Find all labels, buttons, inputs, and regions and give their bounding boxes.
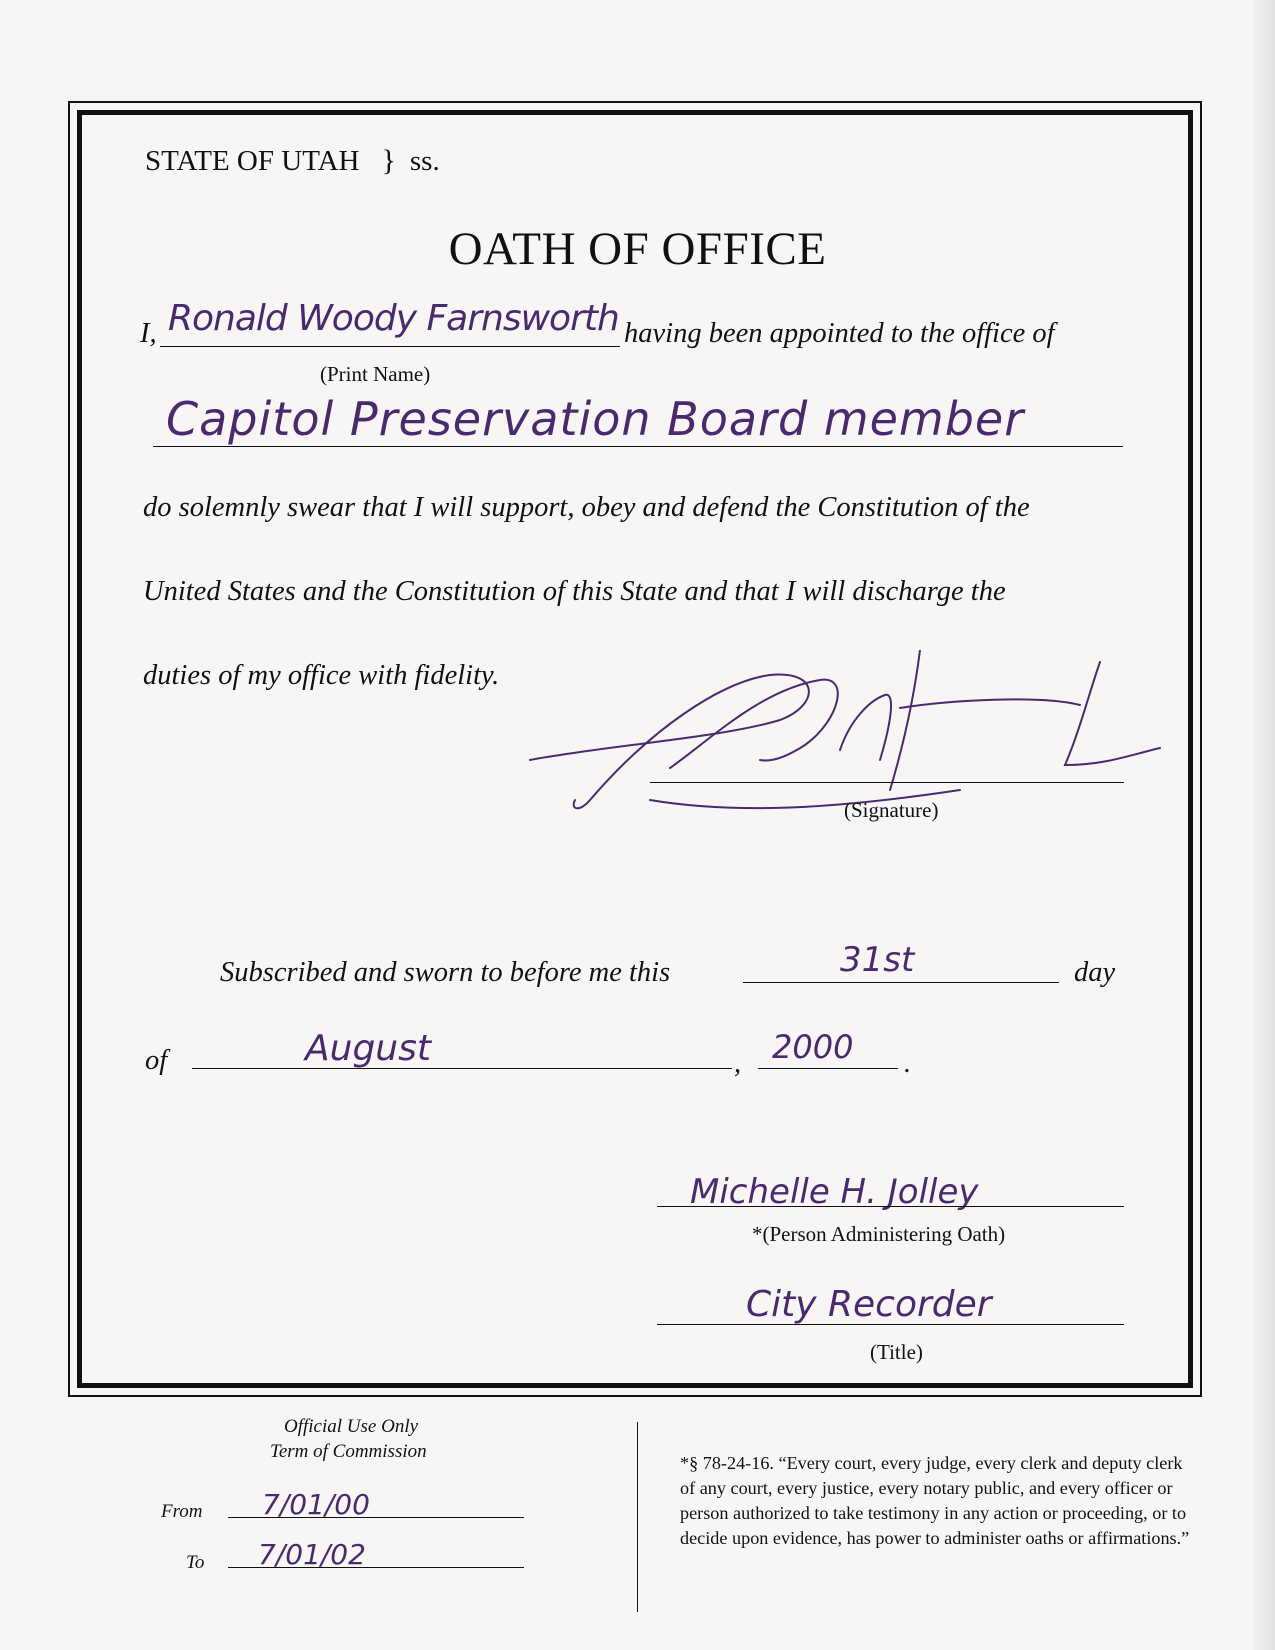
oath-text-line-1: do solemnly swear that I will support, obey and defend the Constitution of the (143, 492, 1030, 523)
office-handwritten: Capitol Preservation Board member (166, 392, 1025, 446)
from-handwritten: 7/01/00 (262, 1488, 370, 1521)
venue-ss: ss. (409, 145, 440, 177)
oath-text-line-2: United States and the Constitution of this State and that I will discharge the (143, 576, 1006, 607)
name-handwritten: Ronald Woody Farnsworth (168, 298, 619, 339)
administrator-caption: *(Person Administering Oath) (752, 1222, 1006, 1246)
oath-text-line-3: duties of my office with fidelity. (143, 660, 500, 691)
day-underline (743, 982, 1059, 983)
to-label: To (186, 1552, 205, 1573)
from-label: From (161, 1501, 203, 1522)
print-name-caption: (Print Name) (320, 362, 431, 386)
title-handwritten: City Recorder (746, 1284, 992, 1325)
venue-line (145, 144, 440, 178)
subscription-lead: Subscribed and sworn to before me this (220, 957, 671, 988)
year-handwritten: 2000 (772, 1028, 854, 1066)
to-handwritten: 7/01/02 (258, 1538, 366, 1571)
appointment-lead: I, (140, 318, 157, 349)
day-label: day (1074, 957, 1116, 988)
statute-footnote: *§ 78-24-16. “Every court, every judge, every clerk and deputy clerk of any court, every justice, every notary public, and every officer or person authorized to take testimony in any action or proceeding, or to decide upon evidence, has power to administer oaths or affirmations.” (680, 1453, 1190, 1548)
office-underline (153, 446, 1123, 447)
official-use-heading: Official Use Only (284, 1416, 419, 1437)
term-heading: Term of Commission (270, 1441, 427, 1462)
month-handwritten: August (305, 1028, 431, 1069)
venue-state: STATE OF UTAH (145, 145, 360, 177)
month-underline (192, 1068, 732, 1069)
administrator-signature: Michelle H. Jolley (690, 1172, 979, 1212)
year-underline (758, 1068, 898, 1069)
signature-caption: (Signature) (844, 798, 939, 822)
year-period: . (904, 1048, 912, 1079)
title-caption: (Title) (870, 1340, 923, 1364)
administrator-underline (657, 1206, 1124, 1207)
of-label: of (145, 1045, 168, 1076)
signature-underline (650, 782, 1124, 783)
footer-divider (637, 1422, 638, 1612)
name-underline (160, 346, 620, 347)
venue-brace: } (381, 144, 396, 177)
title-underline (657, 1324, 1124, 1325)
appointment-phrase: having been appointed to the office of (624, 318, 1055, 349)
day-handwritten: 31st (840, 940, 915, 980)
month-comma: , (734, 1048, 742, 1079)
document-title: OATH OF OFFICE (448, 223, 827, 275)
